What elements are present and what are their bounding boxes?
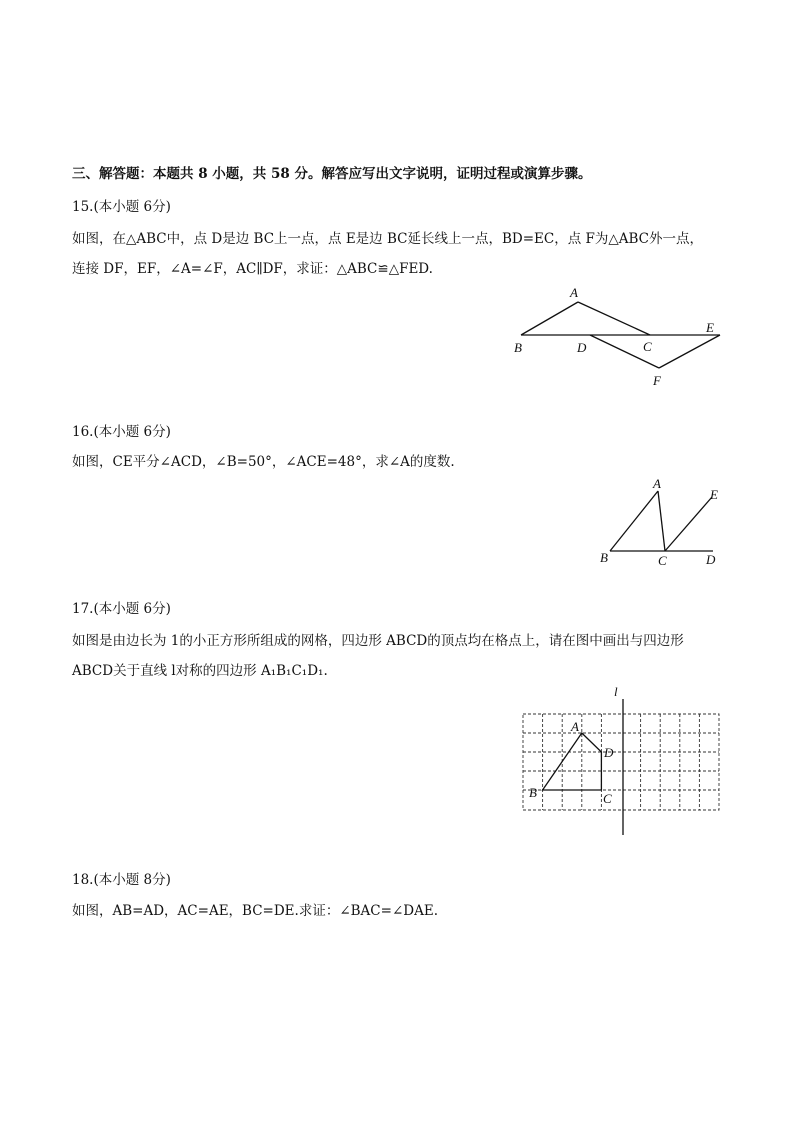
section-header: 三、解答题：本题共 8 小题，共 58 分。解答应写出文字说明，证明过程或演算步骤。 <box>72 166 592 182</box>
problem-15-number: 15.(本小题 6分) <box>72 199 171 215</box>
quadrilateral-abcd <box>543 733 602 790</box>
label-a: A <box>653 476 661 491</box>
label-l: l <box>614 684 618 699</box>
label-a: A <box>571 719 579 734</box>
label-e: E <box>710 487 718 502</box>
problem-17-line-1: 如图是由边长为 1的小正方形所组成的网格，四边形 ABCD的顶点均在格点上，请在图中画出与四边形 <box>72 633 684 649</box>
problem-17-number: 17.(本小题 6分) <box>72 601 171 617</box>
label-d: D <box>577 340 587 355</box>
label-d: D <box>706 552 716 567</box>
problem-18-number: 18.(本小题 8分) <box>72 872 171 888</box>
label-c: C <box>658 553 667 568</box>
label-a: A <box>570 285 578 300</box>
label-c: C <box>643 339 652 354</box>
label-e: E <box>706 320 714 335</box>
label-c: C <box>603 791 612 806</box>
label-b: B <box>514 340 522 355</box>
dashed-grid <box>523 714 719 810</box>
problem-16-number: 16.(本小题 6分) <box>72 424 171 440</box>
label-b: B <box>600 550 608 565</box>
problem-17-line-2: ABCD关于直线 l对称的四边形 A₁B₁C₁D₁. <box>72 663 328 679</box>
problem-18-line-1: 如图，AB=AD，AC=AE，BC=DE.求证：∠BAC=∠DAE. <box>72 903 438 919</box>
problem-15-line-2: 连接 DF，EF，∠A=∠F，AC∥DF，求证：△ABC≌△FED. <box>72 261 433 277</box>
label-d: D <box>604 745 614 760</box>
label-b: B <box>529 785 537 800</box>
problem-15-line-1: 如图，在△ABC中，点 D是边 BC上一点，点 E是边 BC延长线上一点，BD=EC，点 F为△ABC外一点， <box>72 231 704 247</box>
problem-16-line-1: 如图，CE平分∠ACD，∠B=50°，∠ACE=48°，求∠A的度数. <box>72 454 455 470</box>
label-f: F <box>653 373 661 388</box>
